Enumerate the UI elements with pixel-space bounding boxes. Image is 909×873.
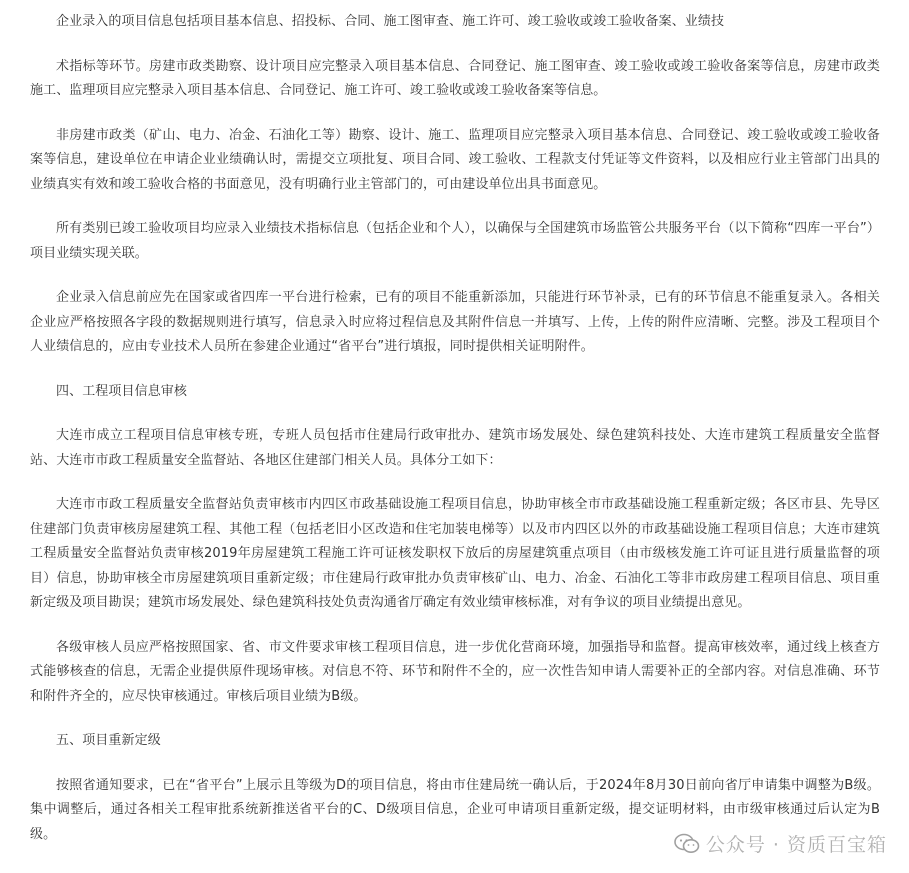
paragraph-division-of-duties: 大连市市政工程质量安全监督站负责审核市内四区市政基础设施工程项目信息，协助审核全市市政基础设施工程重新定级；各区市县、先导区住建部门负责审核房屋建筑工程、其他工程（包括老旧小区改造和住宅加装电梯等）以及市内四区以外的市政基础设施工程项目信息；大连市建筑工程质量安全监督站负责审核2019年房屋建筑工程施工许可证核发职权下放后的房屋建筑重点项目（由市级核发施工许可证且进行质量监督的项目）信息，协助审核全市房屋建筑项目重新定级；市住建局行政审批办负责审核矿山、电力、冶金、石油化工等非市政房建工程项目信息、项目重新定级及项目勘误；建筑市场发展处、绿色建筑科技处负责沟通省厅确定有效业绩审核标准，对有争议的项目业绩提出意见。 <box>30 497 880 610</box>
paragraph-performance-indicators: 所有类别已竣工验收项目均应录入业绩技术指标信息（包括企业和个人），以确保与全国建筑市场监管公共服务平台（以下简称“四库一平台”）项目业绩实现关联。 <box>30 221 880 261</box>
section-heading-regrading: 五、项目重新定级 <box>56 733 161 748</box>
paragraph-search-before-entry: 企业录入信息前应先在国家或省四库一平台进行检索，已有的项目不能重新添加，只能进行环节补录，已有的环节信息不能重复录入。各相关企业应严格按照各字段的数据规则进行填写，信息录入时应将过程信息及其附件信息一并填写、上传，上传的附件应清晰、完整。涉及工程项目个人业绩信息的，应由专业技术人员所在参建企业通过“省平台”进行填报，同时提供相关证明附件。 <box>30 290 880 354</box>
paragraph-review-requirements: 各级审核人员应严格按照国家、省、市文件要求审核工程项目信息，进一步优化营商环境，加强指导和监督。提高审核效率，通过线上核查方式能够核查的信息，无需企业提供原件现场审核。对信息不符、环节和附件不全的，应一次性告知申请人需要补正的全部内容。对信息准确、环节和附件齐全的，应尽快审核通过。审核后项目业绩为B级。 <box>30 639 880 704</box>
section-heading-review: 四、工程项目信息审核 <box>56 383 188 399</box>
watermark-text: 公众号 · 资质百宝箱 <box>705 834 887 856</box>
paragraph-non-housing: 非房建市政类（矿山、电力、冶金、石油化工等）勘察、设计、施工、监理项目应完整录入项目基本信息、合同登记、竣工验收或竣工验收备案等信息，建设单位在申请企业业绩确认时，需提交立项批复、项目合同、竣工验收、工程款支付凭证等文件资料，以及相应行业主管部门出具的业绩真实有效和竣工验收合格的书面意见，没有明确行业主管部门的，可由建设单位出具书面意见。 <box>30 127 880 192</box>
paragraph-housing-municipal: 术指标等环节。房建市政类勘察、设计项目应完整录入项目基本信息、合同登记、施工图审查、竣工验收或竣工验收备案等信息，房建市政类施工、监理项目应完整录入项目基本信息、合同登记、施工许可、竣工验收或竣工验收备案等信息。 <box>30 58 880 98</box>
article-body <box>30 10 880 867</box>
paragraph-review-team: 大连市成立工程项目信息审核专班，专班人员包括市住建局行政审批办、建筑市场发展处、绿色建筑科技处、大连市建筑工程质量安全监督站、大连市市政工程质量安全监督站、各地区住建部门相关人员。具体分工如下： <box>30 428 880 468</box>
paragraph-project-info-scope: 企业录入的项目信息包括项目基本信息、招投标、合同、施工图审查、施工许可、竣工验收或竣工验收备案、业绩技 <box>56 14 725 29</box>
paragraph-regrading-process: 按照省通知要求，已在“省平台”上展示且等级为D的项目信息，将由市住建局统一确认后，于2024年8月30日前向省厅申请集中调整为B级。集中调整后，通过各相关工程审批系统新推送省平台的C、D级项目信息，企业可申请项目重新定级，提交证明材料，由市级审核通过后认定为B级。 <box>30 777 880 842</box>
